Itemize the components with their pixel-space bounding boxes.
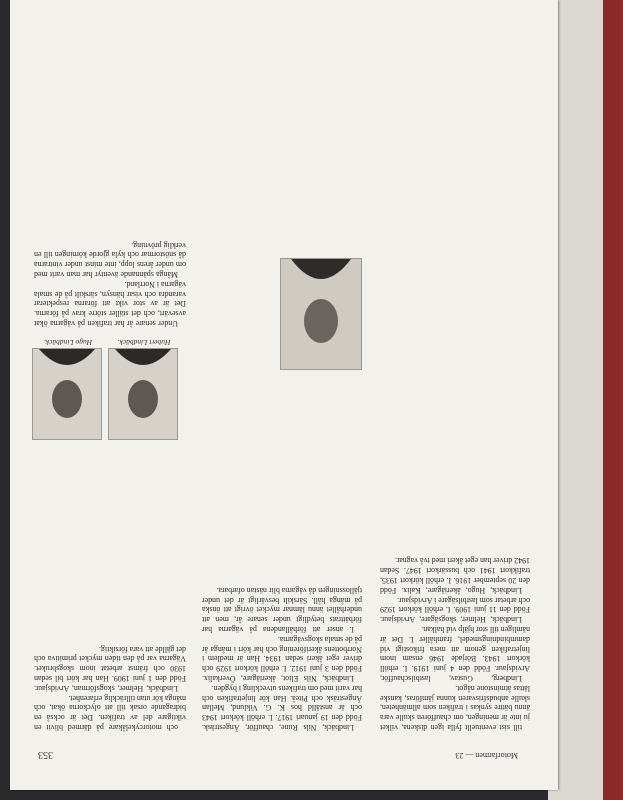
rotated-page-content <box>10 0 558 790</box>
photo-caption: Hugo Lindbäck. <box>43 338 93 347</box>
paragraph: till sist eventuellt fylla igen diskena, vilket ju inte är meningen, om chauffören skulle vara ännu bättre synkas i trafiken som allmänheten, skulle anbudsfrisvaren kunna jämföras, kanske lättas åtminstone något. <box>380 683 530 732</box>
paragraph: Många spännande äventyr har man varit med om under årens lopp, inte minst under vintrarna då snöstormar och kyla gjorde körningen till en verklig prövning. <box>34 240 186 280</box>
paragraph: Under senare år har trafiken på vägarna ökat avsevärt, och det ställer större krav på förarna. Det är av stor vikt att förarna respekterar varandra och visar hänsyn, särskilt på de smala vägarna i Norrland. <box>34 279 186 328</box>
paragraph: Lindbäck, Helmer, skogsägare, Arvidsjaur. Född den 11 juni 1909. I. erhöll körkort 1929 och arbetar som lastbilsägare i Arvidsjaur. <box>380 595 530 625</box>
paragraph: Lindberg, Gustav, lastbilschaufför, Arvidsjaur. Född den 4 juni 1919. I. erhöll körkort 1943. Började 1946 ensam inom linjetrafiken genom att mera frikostigt vid dammbindningsmedel, framhåller I. Det är nämligen till stor hjälp vid halkan. <box>380 625 530 684</box>
page-header <box>38 746 518 760</box>
text-column-left <box>34 452 186 732</box>
text-column-right <box>380 17 530 732</box>
portrait-photo <box>280 258 362 370</box>
document-page <box>10 0 558 790</box>
text-column-middle <box>202 377 362 732</box>
text-column-middle-lower <box>202 260 268 370</box>
photo-caption: Hubert Lindbäck. <box>117 338 171 347</box>
portrait-photo-hugo <box>32 348 102 440</box>
book-cover-edge <box>603 0 623 800</box>
running-header: Motorfarmen — 23 <box>455 751 518 760</box>
paragraph: och motorcykelåkare på därmed blivit en viktigare del av trafiken. Det är också en bidragande orsak till att olyckorna ökat, och många kör utan tillräcklig erfarenhet. <box>34 693 186 732</box>
portrait-photo-hubert <box>108 348 178 440</box>
paragraph: I. anser att förhållandena på vägarna har förbättrats betydligt under senare år, men att underhållet ännu lämnar mycket övrigt att önska på många håll. Särskilt besvärligt är det under tjällossningen då vägarna blir nästan ofarbara. <box>202 585 362 635</box>
text-column-left-lower <box>34 18 186 328</box>
page-number: 353 <box>38 749 53 760</box>
paragraph: Lindbäck, Helmer, skogsförman, Arvidsjaur. Född den 1 juni 1909. Han har kört bil sedan 1930 och främst arbetat inom skogsbruket. Vägarna var på den tiden mycket primitiva och det gällde att vara försiktig. <box>34 644 186 693</box>
paragraph: Lindbäck, Hugo, åkeriägare, Kalix. Född den 20 september 1916. I. erhöll körkort 1935, trafikkort 1941 och bussärkort 1947. Sedan 1942 driver han eget åkeri med två vagnar. <box>380 556 530 595</box>
paragraph: Lindbäck, Nils Rune, chaufför, Ängesträsk. Född den 19 januari 1917. I. erhöll körkort 1943 och är anställd hos K. G. Viklund, Mellan Ängesträsk och Piteå. Han kör linjetrafiken och har varit med om trafikens utveckling i bygden. <box>202 683 362 732</box>
paragraph: Lindbäck, Nils Eliot, åkeriägare, Överkalix. Född den 3 juni 1912. I. erhöll körkort 1929 och driver eget åkeri sedan 1934. Han är medlem i Norrbottens åkeriförening och har kört i många år på de smala skogsvägarna. <box>202 634 362 684</box>
